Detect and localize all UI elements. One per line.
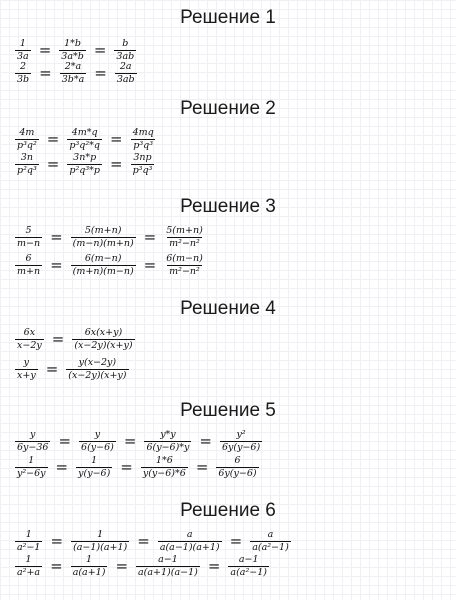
fraction-numerator: 4m*q (71, 127, 98, 138)
fraction-denominator: 3a (17, 50, 29, 62)
fraction (71, 530, 129, 552)
equals-sign: = (143, 256, 157, 274)
fraction (164, 226, 205, 248)
fraction-denominator: 3ab (116, 73, 135, 85)
fraction-numerator: 5(m+n) (84, 225, 122, 236)
fraction-denominator: p²q³ (17, 164, 37, 176)
fraction-denominator: 6(y−6)*y (146, 441, 190, 453)
fraction (115, 62, 137, 84)
fraction-denominator: 3b*a (61, 73, 85, 85)
fraction-denominator: a(a+1)(a−1) (138, 566, 198, 578)
equals-sign: = (94, 64, 107, 82)
fraction-denominator: 6y−36 (17, 441, 49, 453)
fraction-denominator: y²−6y (17, 467, 46, 479)
fraction (15, 254, 42, 276)
fraction-numerator: 1 (28, 455, 35, 466)
fraction-numerator: 2a (119, 61, 132, 72)
equals-sign: = (39, 64, 52, 82)
fraction (220, 430, 262, 452)
equation-row (14, 358, 130, 380)
fraction-denominator: (x−2y)(x+y) (68, 369, 127, 381)
equals-sign: = (51, 330, 65, 348)
fraction (71, 226, 136, 248)
fraction-denominator: x−2y (17, 339, 42, 351)
fraction-denominator: y(y−6) (78, 467, 111, 479)
fraction-denominator: 6y(y−6) (218, 467, 257, 479)
fraction-denominator: 6(y−6) (81, 441, 114, 453)
fraction (15, 328, 44, 350)
fraction-numerator: 3np (133, 152, 152, 163)
fraction-numerator: y² (236, 429, 246, 440)
fraction-numerator: a−1 (238, 554, 259, 565)
fraction-numerator: 6x(x+y) (84, 327, 123, 338)
fraction (15, 128, 39, 150)
fraction (158, 530, 222, 552)
fraction (15, 358, 38, 380)
fraction-denominator: m−n (17, 237, 41, 249)
equation-row (14, 456, 260, 478)
equals-sign: = (50, 256, 63, 274)
fraction-denominator: p³q²*q (69, 139, 100, 151)
fraction (250, 530, 291, 552)
fraction-denominator: a(a²−1) (252, 541, 289, 553)
fraction-numerator: 4m (19, 127, 35, 138)
equals-sign: = (50, 532, 64, 550)
fraction (67, 128, 102, 150)
fraction-numerator: 1 (25, 554, 32, 565)
fraction-denominator: a²−1 (17, 541, 41, 553)
equals-sign: = (109, 130, 123, 148)
fraction-numerator: 6x (23, 327, 36, 338)
equation-row (14, 530, 292, 552)
fraction-numerator: 3n*p (73, 152, 97, 163)
fraction (15, 530, 42, 552)
fraction (136, 555, 200, 577)
fraction (141, 456, 188, 478)
fraction (15, 153, 39, 175)
section-title: Решение 4 (180, 298, 276, 319)
fraction-denominator: a²+a (17, 566, 41, 578)
fraction (15, 555, 42, 577)
equation-row (14, 430, 263, 452)
fraction-numerator: y (30, 429, 36, 440)
fraction (72, 328, 134, 350)
equals-sign: = (207, 557, 221, 575)
fraction-numerator: 1 (19, 38, 26, 49)
fraction (114, 39, 136, 61)
section-title: Решение 3 (180, 196, 276, 217)
equation-row (14, 328, 136, 350)
fraction (216, 456, 258, 478)
fraction-denominator: 3a*b (61, 50, 84, 62)
fraction-numerator: 1 (91, 455, 98, 466)
fraction-denominator: y(y−6)*6 (142, 467, 186, 479)
equals-sign: = (115, 557, 129, 575)
equals-sign: = (123, 432, 137, 450)
fraction-numerator: 1 (97, 529, 104, 540)
fraction-denominator: a(a−1)(a+1) (159, 541, 220, 553)
section-title: Решение 1 (180, 7, 276, 28)
fraction (15, 62, 31, 84)
fraction-denominator: p³q² (17, 139, 37, 151)
fraction-denominator: p²q³*p (69, 164, 100, 176)
fraction (71, 254, 136, 276)
fraction (67, 153, 102, 175)
fraction-numerator: 5 (25, 225, 32, 236)
fraction-denominator: a(a²−1) (230, 566, 267, 578)
fraction-numerator: b (122, 38, 129, 49)
equation-row (14, 153, 155, 175)
fraction-numerator: a−1 (158, 554, 178, 565)
fraction-denominator: (x−2y)(x+y) (74, 339, 133, 351)
fraction-numerator: 4mq (132, 127, 154, 138)
fraction-denominator: 3b (17, 73, 30, 85)
equals-sign: = (195, 458, 209, 476)
fraction (76, 456, 112, 478)
fraction-numerator: a (267, 529, 274, 540)
fraction-denominator: (m−n)(m+n) (72, 237, 134, 249)
fraction (60, 62, 87, 84)
section-title: Решение 6 (180, 500, 276, 521)
fraction-numerator: 1*b (64, 38, 82, 49)
equation-row (14, 254, 206, 276)
equals-sign: = (46, 130, 60, 148)
equals-sign: = (50, 228, 63, 246)
fraction-denominator: (m+n)(m−n) (72, 265, 134, 277)
equals-sign: = (137, 532, 150, 550)
equation-row (14, 128, 157, 150)
equals-sign: = (46, 155, 60, 173)
fraction (144, 430, 191, 452)
fraction-numerator: 1 (25, 529, 32, 540)
fraction-numerator: 5(m+n) (166, 225, 203, 236)
equals-sign: = (55, 458, 69, 476)
fraction-denominator: m+n (17, 265, 41, 277)
fraction (131, 153, 155, 175)
fraction-numerator: 1*6 (155, 455, 173, 466)
equation-row (14, 39, 137, 61)
fraction-denominator: m²−n² (169, 237, 200, 249)
fraction (15, 430, 50, 452)
fraction-numerator: 1 (86, 554, 93, 565)
equals-sign: = (229, 532, 243, 550)
fraction-numerator: 2 (20, 61, 27, 72)
equals-sign: = (120, 458, 133, 476)
fraction-denominator: 3ab (116, 50, 135, 62)
fraction-numerator: 2*a (64, 61, 82, 72)
equals-sign: = (50, 557, 63, 575)
fraction-numerator: a (186, 529, 193, 540)
equals-sign: = (45, 360, 59, 378)
fraction-denominator: a(a+1) (72, 566, 106, 578)
equals-sign: = (58, 432, 72, 450)
equation-row (14, 62, 138, 84)
fraction-numerator: y(x−2y) (78, 357, 117, 368)
fraction-denominator: p³q³ (132, 164, 153, 176)
equation-row (14, 555, 270, 577)
equals-sign: = (93, 41, 107, 59)
fraction-denominator: x+y (17, 369, 36, 381)
fraction-numerator: 6 (234, 455, 241, 466)
equals-sign: = (143, 228, 157, 246)
fraction (15, 226, 42, 248)
equals-sign: = (38, 41, 52, 59)
fraction (164, 254, 205, 276)
fraction (79, 430, 116, 452)
fraction-numerator: y*y (160, 429, 176, 440)
fraction-denominator: (a−1)(a+1) (73, 541, 128, 553)
fraction-numerator: y (23, 357, 30, 368)
fraction (131, 128, 156, 150)
equation-row (14, 226, 206, 248)
fraction-denominator: p³q³ (133, 139, 154, 151)
fraction-denominator: 6y(y−6) (221, 441, 261, 453)
fraction-numerator: 3n (20, 152, 33, 163)
fraction-numerator: y (94, 429, 101, 440)
section-title: Решение 2 (180, 98, 276, 119)
fraction (15, 456, 48, 478)
fraction (59, 39, 86, 61)
section-title: Решение 5 (180, 400, 276, 421)
fraction-numerator: 6 (25, 253, 32, 264)
fraction (15, 39, 31, 61)
fraction-denominator: m²−n² (169, 265, 200, 277)
equals-sign: = (109, 155, 123, 173)
fraction-numerator: 6(m−n) (166, 253, 203, 264)
fraction-numerator: 6(m−n) (84, 253, 122, 264)
fraction (66, 358, 128, 380)
equals-sign: = (199, 432, 212, 450)
fraction (228, 555, 269, 577)
fraction (71, 555, 108, 577)
